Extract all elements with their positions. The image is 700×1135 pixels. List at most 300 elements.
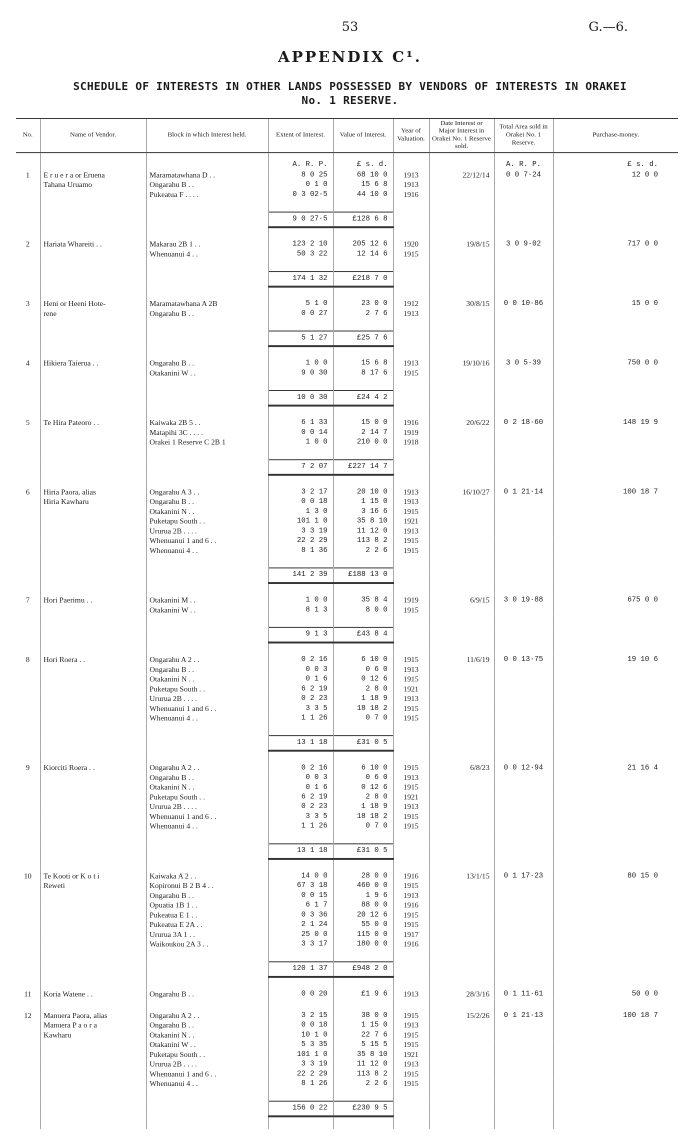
spacer-cell bbox=[146, 287, 268, 300]
blank-cell bbox=[553, 212, 678, 227]
purchase-money bbox=[553, 911, 678, 921]
vendor-name: Te Hira Pateoro . . bbox=[40, 418, 146, 428]
extent-value: 1 3 0 bbox=[268, 507, 333, 517]
spacer-cell bbox=[40, 259, 146, 271]
table-row bbox=[16, 526, 678, 536]
spacer-cell bbox=[429, 999, 494, 1011]
blank-cell bbox=[16, 390, 40, 405]
vendor-name bbox=[40, 1040, 146, 1050]
vendor-name: Kawharu bbox=[40, 1031, 146, 1041]
table-row bbox=[16, 1079, 678, 1089]
blank-cell bbox=[494, 212, 553, 227]
area-sold: 0 1 17·23 bbox=[494, 872, 553, 882]
spacer-cell bbox=[429, 859, 494, 872]
extent-value: 1 1 26 bbox=[268, 822, 333, 832]
date-sold bbox=[429, 940, 494, 950]
document-reference: G.—6. bbox=[588, 20, 628, 35]
interest-value: 0 7 0 bbox=[333, 822, 393, 832]
area-sold bbox=[494, 180, 553, 190]
extent-value: 1 0 0 bbox=[268, 359, 333, 369]
area-sold bbox=[494, 517, 553, 527]
blank-cell bbox=[393, 212, 429, 227]
blank-cell bbox=[553, 736, 678, 751]
area-sold bbox=[494, 930, 553, 940]
subtitle-line-1: SCHEDULE OF INTERESTS IN OTHER LANDS POSSESSED BY VENDORS OF INTERESTS IN ORAKEI bbox=[73, 80, 627, 93]
interest-value: 15 0 0 bbox=[333, 418, 393, 428]
spacer-cell bbox=[429, 1116, 494, 1129]
spacer-cell bbox=[333, 950, 393, 962]
spacer-cell bbox=[40, 475, 146, 488]
blank-cell bbox=[146, 627, 268, 642]
block-name: Makarau 2B 1 . . bbox=[146, 240, 268, 250]
spacer-cell bbox=[553, 950, 678, 962]
vendor-name bbox=[40, 920, 146, 930]
spacer-cell bbox=[553, 200, 678, 212]
date-sold bbox=[429, 1070, 494, 1080]
block-name: Pukeatua E 2A . . bbox=[146, 920, 268, 930]
spacer-cell bbox=[146, 643, 268, 656]
area-sold bbox=[494, 1050, 553, 1060]
valuation-year: 1913 bbox=[393, 497, 429, 507]
block-name: Pukeatua F . . . . bbox=[146, 190, 268, 200]
area-sold: 3 0 5·39 bbox=[494, 359, 553, 369]
spacer-cell bbox=[553, 1089, 678, 1101]
purchase-money bbox=[553, 546, 678, 556]
spacer-cell bbox=[494, 977, 553, 990]
interest-value: 88 0 0 bbox=[333, 901, 393, 911]
interest-value: 205 12 6 bbox=[333, 240, 393, 250]
spacer-cell bbox=[268, 859, 333, 872]
spacer-cell bbox=[429, 615, 494, 627]
interest-value: 115 0 0 bbox=[333, 930, 393, 940]
spacer-cell bbox=[16, 227, 40, 240]
date-sold: 30/8/15 bbox=[429, 299, 494, 309]
spacer-cell bbox=[429, 346, 494, 359]
extent-value: 0 0 27 bbox=[268, 309, 333, 319]
extent-value: 9 0 30 bbox=[268, 369, 333, 379]
spacer-cell bbox=[393, 832, 429, 844]
valuation-year: 1913 bbox=[393, 665, 429, 675]
spacer-cell bbox=[146, 475, 268, 488]
spacer-cell bbox=[393, 583, 429, 596]
area-sold bbox=[494, 714, 553, 724]
spacer-cell bbox=[146, 406, 268, 419]
extent-value: 5 3 35 bbox=[268, 1040, 333, 1050]
date-sold bbox=[429, 773, 494, 783]
table-row bbox=[16, 665, 678, 675]
extent-value: 3 3 5 bbox=[268, 704, 333, 714]
extent-units: A. R. P. bbox=[268, 153, 333, 171]
extent-value: 123 2 10 bbox=[268, 240, 333, 250]
area-sold bbox=[494, 802, 553, 812]
total-row bbox=[16, 460, 678, 475]
date-sold: 13/1/15 bbox=[429, 872, 494, 882]
valuation-year: 1913 bbox=[393, 359, 429, 369]
purchase-money bbox=[553, 180, 678, 190]
spacer-row bbox=[16, 259, 678, 271]
spacer-cell bbox=[268, 977, 333, 990]
spacer-cell bbox=[429, 643, 494, 656]
valuation-year: 1917 bbox=[393, 930, 429, 940]
spacer-row bbox=[16, 615, 678, 627]
valuation-year: 1915 bbox=[393, 763, 429, 773]
spacer-cell bbox=[40, 346, 146, 359]
valuation-year: 1915 bbox=[393, 704, 429, 714]
interest-value: 8 17 6 bbox=[333, 369, 393, 379]
block-name: Whenuanui 4 . . bbox=[146, 714, 268, 724]
block-name: Orakei 1 Reserve C 2B 1 bbox=[146, 438, 268, 448]
extent-value: 10 1 0 bbox=[268, 1031, 333, 1041]
area-sold bbox=[494, 546, 553, 556]
area-sold bbox=[494, 881, 553, 891]
valuation-year: 1915 bbox=[393, 1079, 429, 1089]
entry-gap-row bbox=[16, 977, 678, 990]
area-sold bbox=[494, 793, 553, 803]
block-name: Ongarahu B . . bbox=[146, 309, 268, 319]
valuation-year: 1916 bbox=[393, 901, 429, 911]
interest-value: 38 0 0 bbox=[333, 1011, 393, 1021]
interest-value: 2 8 0 bbox=[333, 793, 393, 803]
table-row bbox=[16, 171, 678, 181]
block-name: Ongarahu B . . bbox=[146, 773, 268, 783]
spacer-cell bbox=[146, 448, 268, 460]
purchase-money bbox=[553, 1021, 678, 1031]
table-row bbox=[16, 655, 678, 665]
spacer-cell bbox=[268, 751, 333, 764]
date-sold: 6/8/23 bbox=[429, 763, 494, 773]
blank-cell bbox=[429, 962, 494, 977]
table-body bbox=[16, 153, 678, 1129]
entry-number bbox=[16, 428, 40, 438]
block-name: Ururua 2B . . . . bbox=[146, 1060, 268, 1070]
spacer-cell bbox=[16, 723, 40, 735]
table-row bbox=[16, 901, 678, 911]
spacer-cell bbox=[393, 859, 429, 872]
units-row bbox=[16, 153, 678, 171]
date-sold: 20/6/22 bbox=[429, 418, 494, 428]
table-row bbox=[16, 418, 678, 428]
entry-number bbox=[16, 714, 40, 724]
valuation-year: 1913 bbox=[393, 1021, 429, 1031]
valuation-year: 1915 bbox=[393, 536, 429, 546]
spacer-cell bbox=[553, 319, 678, 331]
extent-value: 67 3 18 bbox=[268, 881, 333, 891]
extent-value: 2 1 24 bbox=[268, 920, 333, 930]
spacer-cell bbox=[40, 200, 146, 212]
entry-number bbox=[16, 517, 40, 527]
spacer-cell bbox=[393, 723, 429, 735]
date-sold bbox=[429, 190, 494, 200]
spacer-cell bbox=[429, 227, 494, 240]
vendor-name bbox=[40, 507, 146, 517]
spacer-cell bbox=[268, 227, 333, 240]
extent-value: 5 1 0 bbox=[268, 299, 333, 309]
block-name: Ongarahu B . . bbox=[146, 497, 268, 507]
spacer-cell bbox=[268, 556, 333, 568]
spacer-cell bbox=[494, 583, 553, 596]
spacer-cell bbox=[333, 378, 393, 390]
interest-value: 68 10 0 bbox=[333, 171, 393, 181]
spacer-cell bbox=[16, 950, 40, 962]
date-sold: 6/9/15 bbox=[429, 596, 494, 606]
spacer-cell bbox=[429, 977, 494, 990]
purchase-money bbox=[553, 665, 678, 675]
spacer-cell bbox=[40, 406, 146, 419]
blank-cell bbox=[40, 460, 146, 475]
table-row bbox=[16, 438, 678, 448]
spacer-cell bbox=[494, 1116, 553, 1129]
entry-number: 3 bbox=[25, 299, 30, 309]
area-sold bbox=[494, 369, 553, 379]
area-sold bbox=[494, 1021, 553, 1031]
date-sold bbox=[429, 675, 494, 685]
table-row bbox=[16, 704, 678, 714]
block-name: Otakanini W . . bbox=[146, 369, 268, 379]
extent-value: 6 2 19 bbox=[268, 793, 333, 803]
purchase-money: 15 0 0 bbox=[553, 299, 678, 309]
spacer-cell bbox=[494, 615, 553, 627]
table-row bbox=[16, 240, 678, 250]
date-sold bbox=[429, 911, 494, 921]
table-row bbox=[16, 517, 678, 527]
blank-cell bbox=[393, 962, 429, 977]
spacer-cell bbox=[494, 287, 553, 300]
block-name: Puketapu South . . bbox=[146, 684, 268, 694]
entry-number bbox=[16, 309, 40, 319]
blank-cell bbox=[40, 844, 146, 859]
block-name: Whenuanui 1 and 6 . . bbox=[146, 1070, 268, 1080]
entry-gap-row bbox=[16, 346, 678, 359]
vendor-name: Koria Watene . . bbox=[40, 990, 146, 1000]
area-sold: 0 1 11·61 bbox=[494, 990, 553, 1000]
purchase-money bbox=[553, 250, 678, 260]
area-sold bbox=[494, 694, 553, 704]
vendor-name: rene bbox=[40, 309, 146, 319]
spacer-cell bbox=[16, 319, 40, 331]
spacer-cell bbox=[494, 406, 553, 419]
spacer-cell bbox=[429, 287, 494, 300]
column-header-extent: Extent of Interest. bbox=[268, 118, 333, 152]
entry-number bbox=[16, 1021, 40, 1031]
valuation-year: 1921 bbox=[393, 517, 429, 527]
date-sold: 28/3/16 bbox=[429, 990, 494, 1000]
page-number: 53 bbox=[341, 20, 359, 35]
spacer-cell bbox=[553, 287, 678, 300]
total-value: £43 8 4 bbox=[333, 627, 393, 642]
blank-cell bbox=[553, 390, 678, 405]
vendor-name bbox=[40, 773, 146, 783]
spacer-cell bbox=[494, 346, 553, 359]
spacer-cell bbox=[40, 556, 146, 568]
spacer-cell bbox=[40, 378, 146, 390]
spacer-cell bbox=[393, 475, 429, 488]
valuation-year: 1913 bbox=[393, 773, 429, 783]
interest-value: 35 8 10 bbox=[333, 1050, 393, 1060]
interest-value: 11 12 0 bbox=[333, 526, 393, 536]
entry-number bbox=[16, 822, 40, 832]
interest-value: 5 15 5 bbox=[333, 1040, 393, 1050]
block-name: Otakanini N . . bbox=[146, 507, 268, 517]
interest-value: 28 0 0 bbox=[333, 872, 393, 882]
spacer-cell bbox=[146, 751, 268, 764]
interest-value: 6 10 0 bbox=[333, 763, 393, 773]
total-value: £948 2 0 bbox=[333, 962, 393, 977]
table-row bbox=[16, 920, 678, 930]
vendor-name bbox=[40, 536, 146, 546]
total-extent: 9 1 3 bbox=[268, 627, 333, 642]
area-sold bbox=[494, 1070, 553, 1080]
valuation-year: 1913 bbox=[393, 802, 429, 812]
total-extent: 174 1 32 bbox=[268, 272, 333, 287]
vendor-name: Hori Paerimu . . bbox=[40, 596, 146, 606]
total-value: £128 6 8 bbox=[333, 212, 393, 227]
spacer-cell bbox=[16, 643, 40, 656]
spacer-cell bbox=[393, 287, 429, 300]
table-row bbox=[16, 940, 678, 950]
entry-number bbox=[16, 802, 40, 812]
spacer-cell bbox=[16, 977, 40, 990]
spacer-cell bbox=[16, 1089, 40, 1101]
area-sold bbox=[494, 250, 553, 260]
spacer-cell bbox=[268, 406, 333, 419]
total-row bbox=[16, 212, 678, 227]
table-row bbox=[16, 359, 678, 369]
spacer-cell bbox=[429, 448, 494, 460]
spacer-cell bbox=[429, 200, 494, 212]
block-name: Otakanini W . . bbox=[146, 605, 268, 615]
table-row bbox=[16, 714, 678, 724]
spacer-cell bbox=[553, 615, 678, 627]
block-name: Kaiwaka 2B 5 . . bbox=[146, 418, 268, 428]
date-sold bbox=[429, 180, 494, 190]
purchase-money bbox=[553, 881, 678, 891]
entry-number bbox=[16, 793, 40, 803]
spacer-cell bbox=[333, 615, 393, 627]
table-row bbox=[16, 1070, 678, 1080]
spacer-cell bbox=[146, 227, 268, 240]
spacer-cell bbox=[16, 859, 40, 872]
blank-cell bbox=[429, 272, 494, 287]
purchase-money bbox=[553, 714, 678, 724]
spacer-cell bbox=[40, 227, 146, 240]
extent-value: 0 2 23 bbox=[268, 694, 333, 704]
date-sold bbox=[429, 901, 494, 911]
entry-gap-row bbox=[16, 859, 678, 872]
date-sold bbox=[429, 812, 494, 822]
blank-cell bbox=[16, 212, 40, 227]
extent-value: 1 1 26 bbox=[268, 714, 333, 724]
interest-value: 15 6 8 bbox=[333, 359, 393, 369]
block-name: Whenuanui 1 and 6 . . bbox=[146, 536, 268, 546]
interest-value: 2 2 6 bbox=[333, 546, 393, 556]
schedule-table bbox=[16, 118, 678, 1129]
vendor-name: E r u e r a or Eruena bbox=[40, 171, 146, 181]
interest-value: 113 8 2 bbox=[333, 536, 393, 546]
purchase-money bbox=[553, 920, 678, 930]
interest-value: 44 10 0 bbox=[333, 190, 393, 200]
table-row bbox=[16, 596, 678, 606]
spacer-cell bbox=[268, 319, 333, 331]
block-name: Otakanini N . . bbox=[146, 783, 268, 793]
spacer-cell bbox=[333, 751, 393, 764]
extent-value: 3 2 15 bbox=[268, 1011, 333, 1021]
spacer-row bbox=[16, 556, 678, 568]
interest-value: 2 2 6 bbox=[333, 1079, 393, 1089]
table-row bbox=[16, 694, 678, 704]
extent-value: 0 1 6 bbox=[268, 783, 333, 793]
entry-number bbox=[16, 940, 40, 950]
spacer-cell bbox=[429, 1089, 494, 1101]
spacer-cell bbox=[494, 999, 553, 1011]
blank-cell bbox=[146, 1101, 268, 1116]
entry-number bbox=[16, 180, 40, 190]
spacer-cell bbox=[333, 999, 393, 1011]
valuation-year: 1913 bbox=[393, 309, 429, 319]
spacer-row bbox=[16, 723, 678, 735]
spacer-cell bbox=[146, 583, 268, 596]
spacer-cell bbox=[40, 615, 146, 627]
purchase-money: 750 0 0 bbox=[553, 359, 678, 369]
entry-gap-row bbox=[16, 406, 678, 419]
entry-number bbox=[16, 930, 40, 940]
interest-value: 15 6 8 bbox=[333, 180, 393, 190]
blank-cell bbox=[429, 212, 494, 227]
table-row bbox=[16, 369, 678, 379]
table-row bbox=[16, 812, 678, 822]
purchase-money: 12 0 0 bbox=[553, 171, 678, 181]
spacer-cell bbox=[16, 448, 40, 460]
spacer-cell bbox=[146, 859, 268, 872]
total-row bbox=[16, 272, 678, 287]
column-header-no: No. bbox=[16, 118, 40, 152]
table-row bbox=[16, 1050, 678, 1060]
spacer-cell bbox=[333, 859, 393, 872]
spacer-cell bbox=[393, 643, 429, 656]
blank-cell bbox=[429, 1101, 494, 1116]
area-sold bbox=[494, 920, 553, 930]
interest-value: 12 14 6 bbox=[333, 250, 393, 260]
date-sold bbox=[429, 526, 494, 536]
table-row bbox=[16, 872, 678, 882]
spacer-cell bbox=[268, 448, 333, 460]
valuation-year: 1919 bbox=[393, 428, 429, 438]
spacer-cell bbox=[16, 406, 40, 419]
spacer-cell bbox=[553, 227, 678, 240]
area-sold bbox=[494, 1079, 553, 1089]
spacer-cell bbox=[429, 406, 494, 419]
value-units: £ s. d. bbox=[333, 153, 393, 171]
block-name: Whenuanui 4 . . bbox=[146, 250, 268, 260]
spacer-cell bbox=[494, 227, 553, 240]
extent-value: 0 2 16 bbox=[268, 655, 333, 665]
spacer-cell bbox=[40, 287, 146, 300]
blank-cell bbox=[553, 1101, 678, 1116]
area-sold bbox=[494, 605, 553, 615]
spacer-cell bbox=[494, 448, 553, 460]
purchase-money: 717 0 0 bbox=[553, 240, 678, 250]
interest-value: 180 0 0 bbox=[333, 940, 393, 950]
entry-number: 12 bbox=[23, 1011, 32, 1020]
entry-gap-row bbox=[16, 583, 678, 596]
spacer-cell bbox=[393, 615, 429, 627]
purchase-money bbox=[553, 822, 678, 832]
spacer-cell bbox=[553, 583, 678, 596]
entry-number bbox=[16, 1079, 40, 1089]
extent-value: 22 2 29 bbox=[268, 1070, 333, 1080]
spacer-cell bbox=[393, 319, 429, 331]
interest-value: £1 9 6 bbox=[333, 990, 393, 1000]
total-value: £188 13 0 bbox=[333, 568, 393, 583]
